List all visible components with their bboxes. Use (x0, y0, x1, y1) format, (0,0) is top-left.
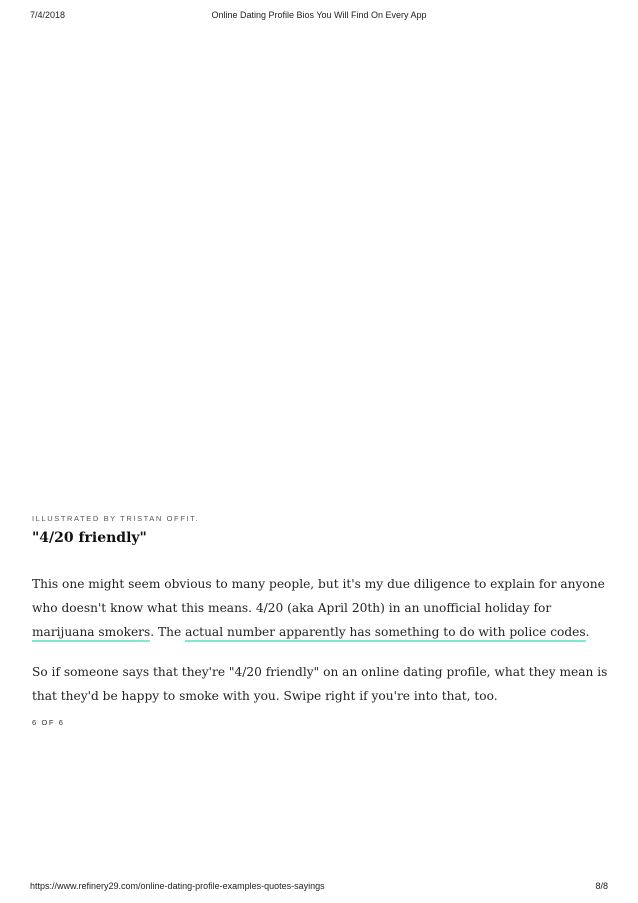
paragraph-text: This one might seem obvious to many people, but it's my due diligence to explain for anyone who doesn't know what this means. 4/20 (aka April 20th) in an unofficial holiday for (32, 577, 605, 615)
slide-image-area (30, 30, 608, 500)
slide-title: "4/20 friendly" (32, 530, 147, 546)
print-footer (0, 881, 638, 895)
print-date: 7/4/2018 (30, 10, 66, 20)
link-police-codes[interactable]: actual number apparently has something to do with police codes (185, 625, 586, 642)
paragraph-meaning: So if someone says that they're "4/20 friendly" on an online dating profile, what they mean is that they'd be happy to smoke with you. Swipe right if you're into that, too. (32, 665, 608, 703)
print-page-number: 8/8 (595, 881, 608, 891)
print-header (0, 10, 638, 24)
paragraph-explanation (32, 572, 612, 644)
print-page-title: Online Dating Profile Bios You Will Find On Every App (211, 10, 427, 20)
print-url: https://www.refinery29.com/online-dating-profile-examples-quotes-sayings (30, 881, 325, 891)
link-marijuana-smokers[interactable]: marijuana smokers (32, 625, 150, 642)
paragraph-text: . The (150, 625, 186, 639)
paragraph-text: . (585, 625, 590, 639)
image-credit: ILLUSTRATED BY TRISTAN OFFIT. (32, 514, 200, 523)
slide-counter: 6 OF 6 (32, 718, 65, 727)
